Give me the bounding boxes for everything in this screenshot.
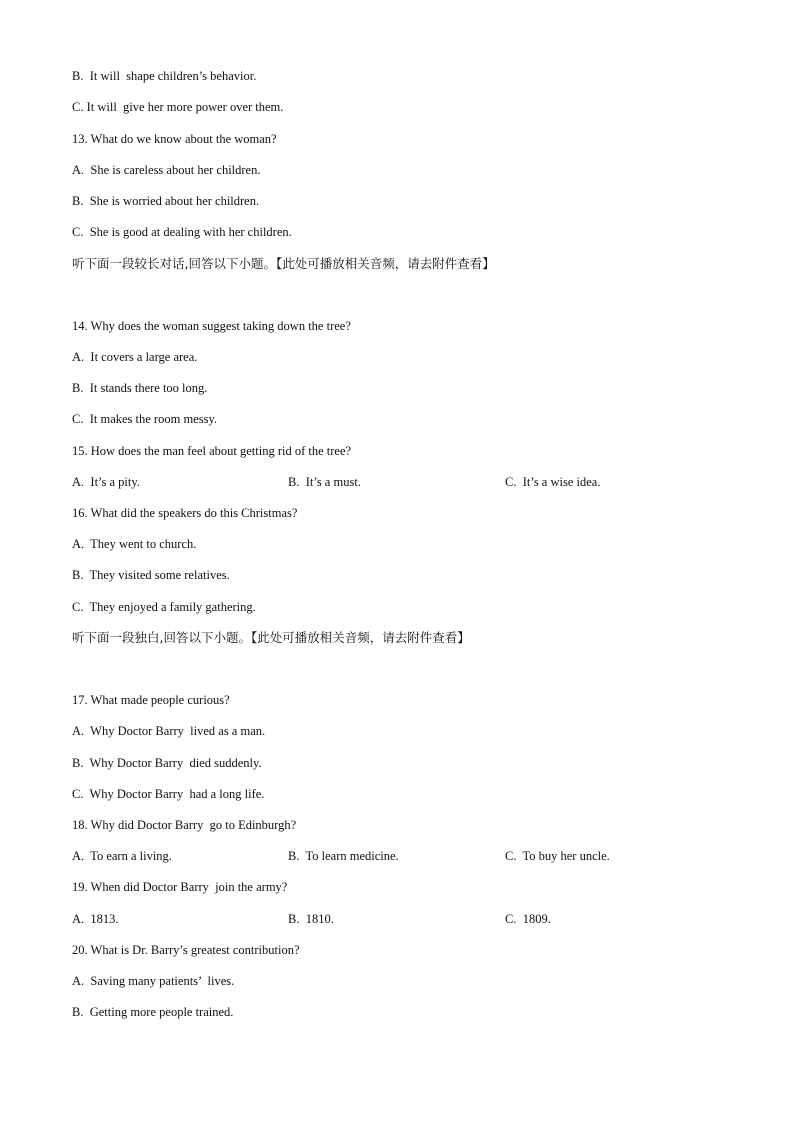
line-13b: B. She is worried about her children. [72, 194, 260, 208]
line-17c: C. Why Doctor Barry had a long life. [72, 787, 265, 801]
line-12b: B. It will shape children’s behavior. [72, 69, 257, 83]
question-18: 18. Why did Doctor Barry go to Edinburgh? [72, 818, 297, 832]
line-16a: A. They went to church. [72, 537, 197, 551]
line-14c: C. It makes the room messy. [72, 412, 218, 426]
question-16: 16. What did the speakers do this Christmas? [72, 506, 298, 520]
line-20b: B. Getting more people trained. [72, 1005, 234, 1019]
line-14b: B. It stands there too long. [72, 381, 208, 395]
line-17b: B. Why Doctor Barry died suddenly. [72, 756, 262, 770]
section-instruction-monologue: 听下面一段独白,回答以下小题。【此处可播放相关音频，请去附件查看】 [72, 630, 470, 645]
line-13a: A. She is careless about her children. [72, 163, 261, 177]
line-13c: C. She is good at dealing with her children. [72, 225, 292, 239]
option-19a: A. 1813. [72, 912, 119, 926]
option-15a: A. It’s a pity. [72, 475, 140, 489]
question-13: 13. What do we know about the woman? [72, 132, 277, 146]
line-17a: A. Why Doctor Barry lived as a man. [72, 724, 266, 738]
option-15b: B. It’s a must. [288, 475, 361, 489]
line-16c: C. They enjoyed a family gathering. [72, 600, 256, 614]
question-14: 14. Why does the woman suggest taking down the tree? [72, 319, 351, 333]
option-18c: C. To buy her uncle. [505, 849, 610, 863]
line-12c: C. It will give her more power over them. [72, 100, 284, 114]
option-18b: B. To learn medicine. [288, 849, 399, 863]
option-18a: A. To earn a living. [72, 849, 172, 863]
line-14a: A. It covers a large area. [72, 350, 198, 364]
option-19b: B. 1810. [288, 912, 334, 926]
question-17: 17. What made people curious? [72, 693, 230, 707]
option-15c: C. It’s a wise idea. [505, 475, 601, 489]
question-19: 19. When did Doctor Barry join the army? [72, 880, 288, 894]
line-20a: A. Saving many patients’ lives. [72, 974, 235, 988]
question-15: 15. How does the man feel about getting rid of the tree? [72, 444, 352, 458]
question-20: 20. What is Dr. Barry’s greatest contribution? [72, 943, 300, 957]
section-instruction-dialogue: 听下面一段较长对话,回答以下小题。【此处可播放相关音频，请去附件查看】 [72, 256, 495, 271]
option-19c: C. 1809. [505, 912, 551, 926]
line-16b: B. They visited some relatives. [72, 568, 230, 582]
